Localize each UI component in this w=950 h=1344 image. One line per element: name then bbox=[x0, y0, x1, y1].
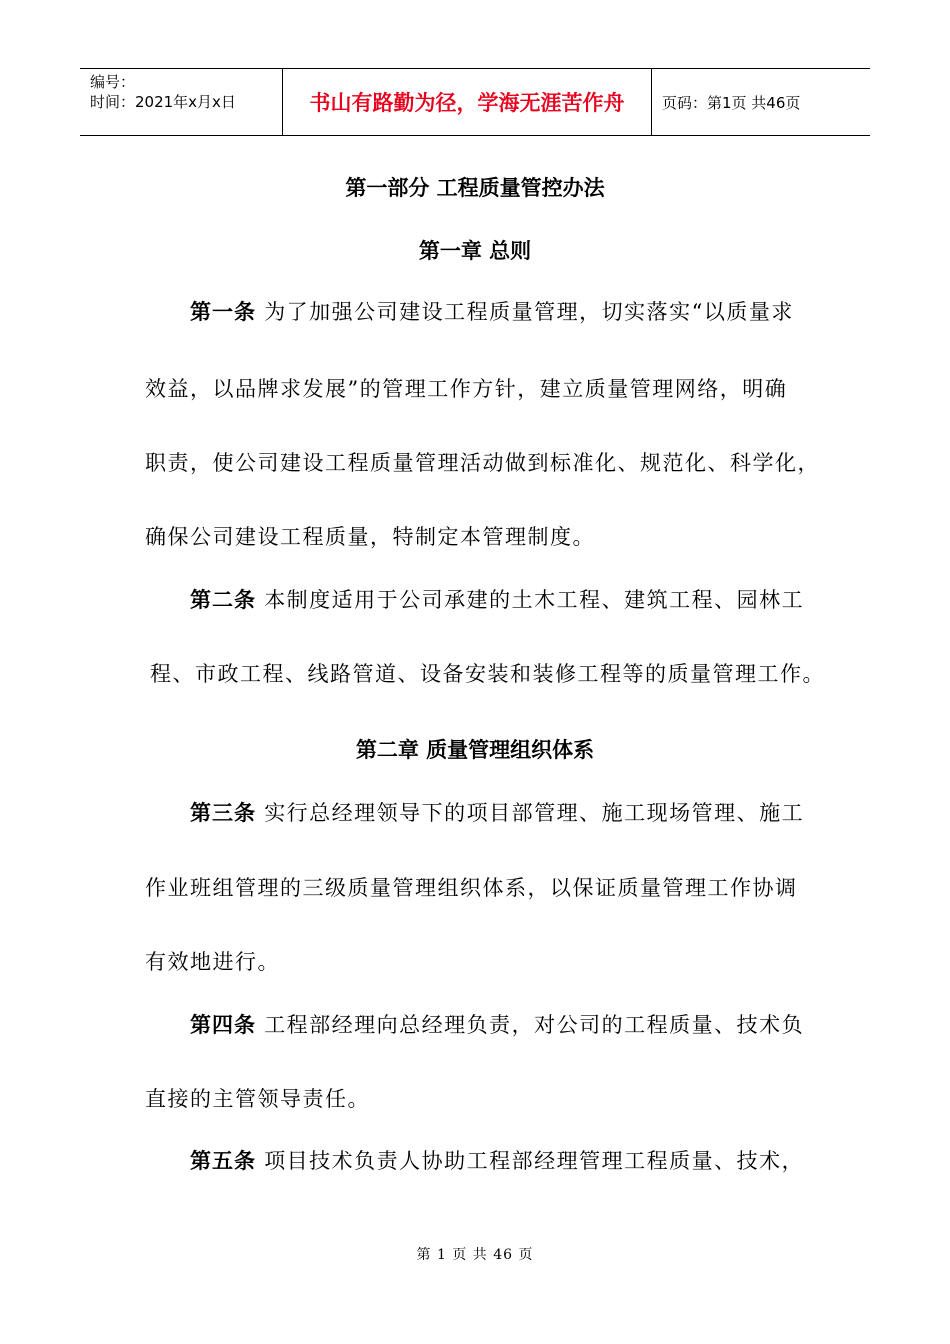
article-1-line-2: 效益，以品牌求发展”的管理工作方针，建立质量管理网络，明确 bbox=[145, 377, 788, 401]
page-header bbox=[80, 68, 870, 136]
chapter-1-title: 第一章 总则 bbox=[418, 239, 532, 263]
article-4-line-2: 直接的主管领导责任。 bbox=[145, 1087, 370, 1111]
article-4-label: 第四条 bbox=[190, 1013, 256, 1037]
article-5-label: 第五条 bbox=[190, 1149, 256, 1173]
header-meta bbox=[80, 69, 282, 135]
article-1-line-3: 职责，使公司建设工程质量管理活动做到标准化、规范化、科学化， bbox=[145, 451, 820, 475]
article-1-label: 第一条 bbox=[190, 300, 256, 324]
article-2-text: 本制度适用于公司承建的土木工程、建筑工程、园林工 bbox=[264, 588, 805, 612]
part-title: 第一部分 工程质量管控办法 bbox=[345, 176, 605, 200]
header-motto: 书山有路勤为径，学海无涯苦作舟 bbox=[282, 69, 652, 135]
article-2-line-2: 程、市政工程、线路管道、设备安装和装修工程等的质量管理工作。 bbox=[150, 662, 825, 686]
article-3-line-3: 有效地进行。 bbox=[145, 950, 280, 974]
article-1-line-4: 确保公司建设工程质量，特制定本管理制度。 bbox=[145, 525, 595, 549]
article-5-line-1 bbox=[190, 1145, 804, 1175]
article-1-line-1 bbox=[190, 296, 794, 326]
article-3-line-2: 作业班组管理的三级质量管理组织体系，以保证质量管理工作协调 bbox=[145, 876, 798, 900]
page-footer: 第 1 页 共 46 页 bbox=[416, 1247, 534, 1263]
number-label: 编号： bbox=[90, 73, 136, 91]
article-2-line-1 bbox=[190, 584, 804, 614]
article-3-label: 第三条 bbox=[190, 801, 256, 825]
article-5-text: 项目技术负责人协助工程部经理管理工程质量、技术， bbox=[264, 1149, 805, 1173]
article-4-text: 工程部经理向总经理负责，对公司的工程质量、技术负 bbox=[264, 1013, 805, 1037]
article-3-line-1 bbox=[190, 797, 804, 827]
article-2-label: 第二条 bbox=[190, 588, 256, 612]
article-1-text: 为了加强公司建设工程质量管理，切实落实“以质量求 bbox=[264, 300, 794, 324]
time-label: 时间：2021年x月x日 bbox=[90, 93, 236, 111]
header-page-info: 页码：第1页 共46页 bbox=[662, 93, 801, 112]
chapter-2-title: 第二章 质量管理组织体系 bbox=[355, 738, 595, 762]
article-4-line-1 bbox=[190, 1009, 804, 1039]
article-3-text: 实行总经理领导下的项目部管理、施工现场管理、施工 bbox=[264, 801, 805, 825]
